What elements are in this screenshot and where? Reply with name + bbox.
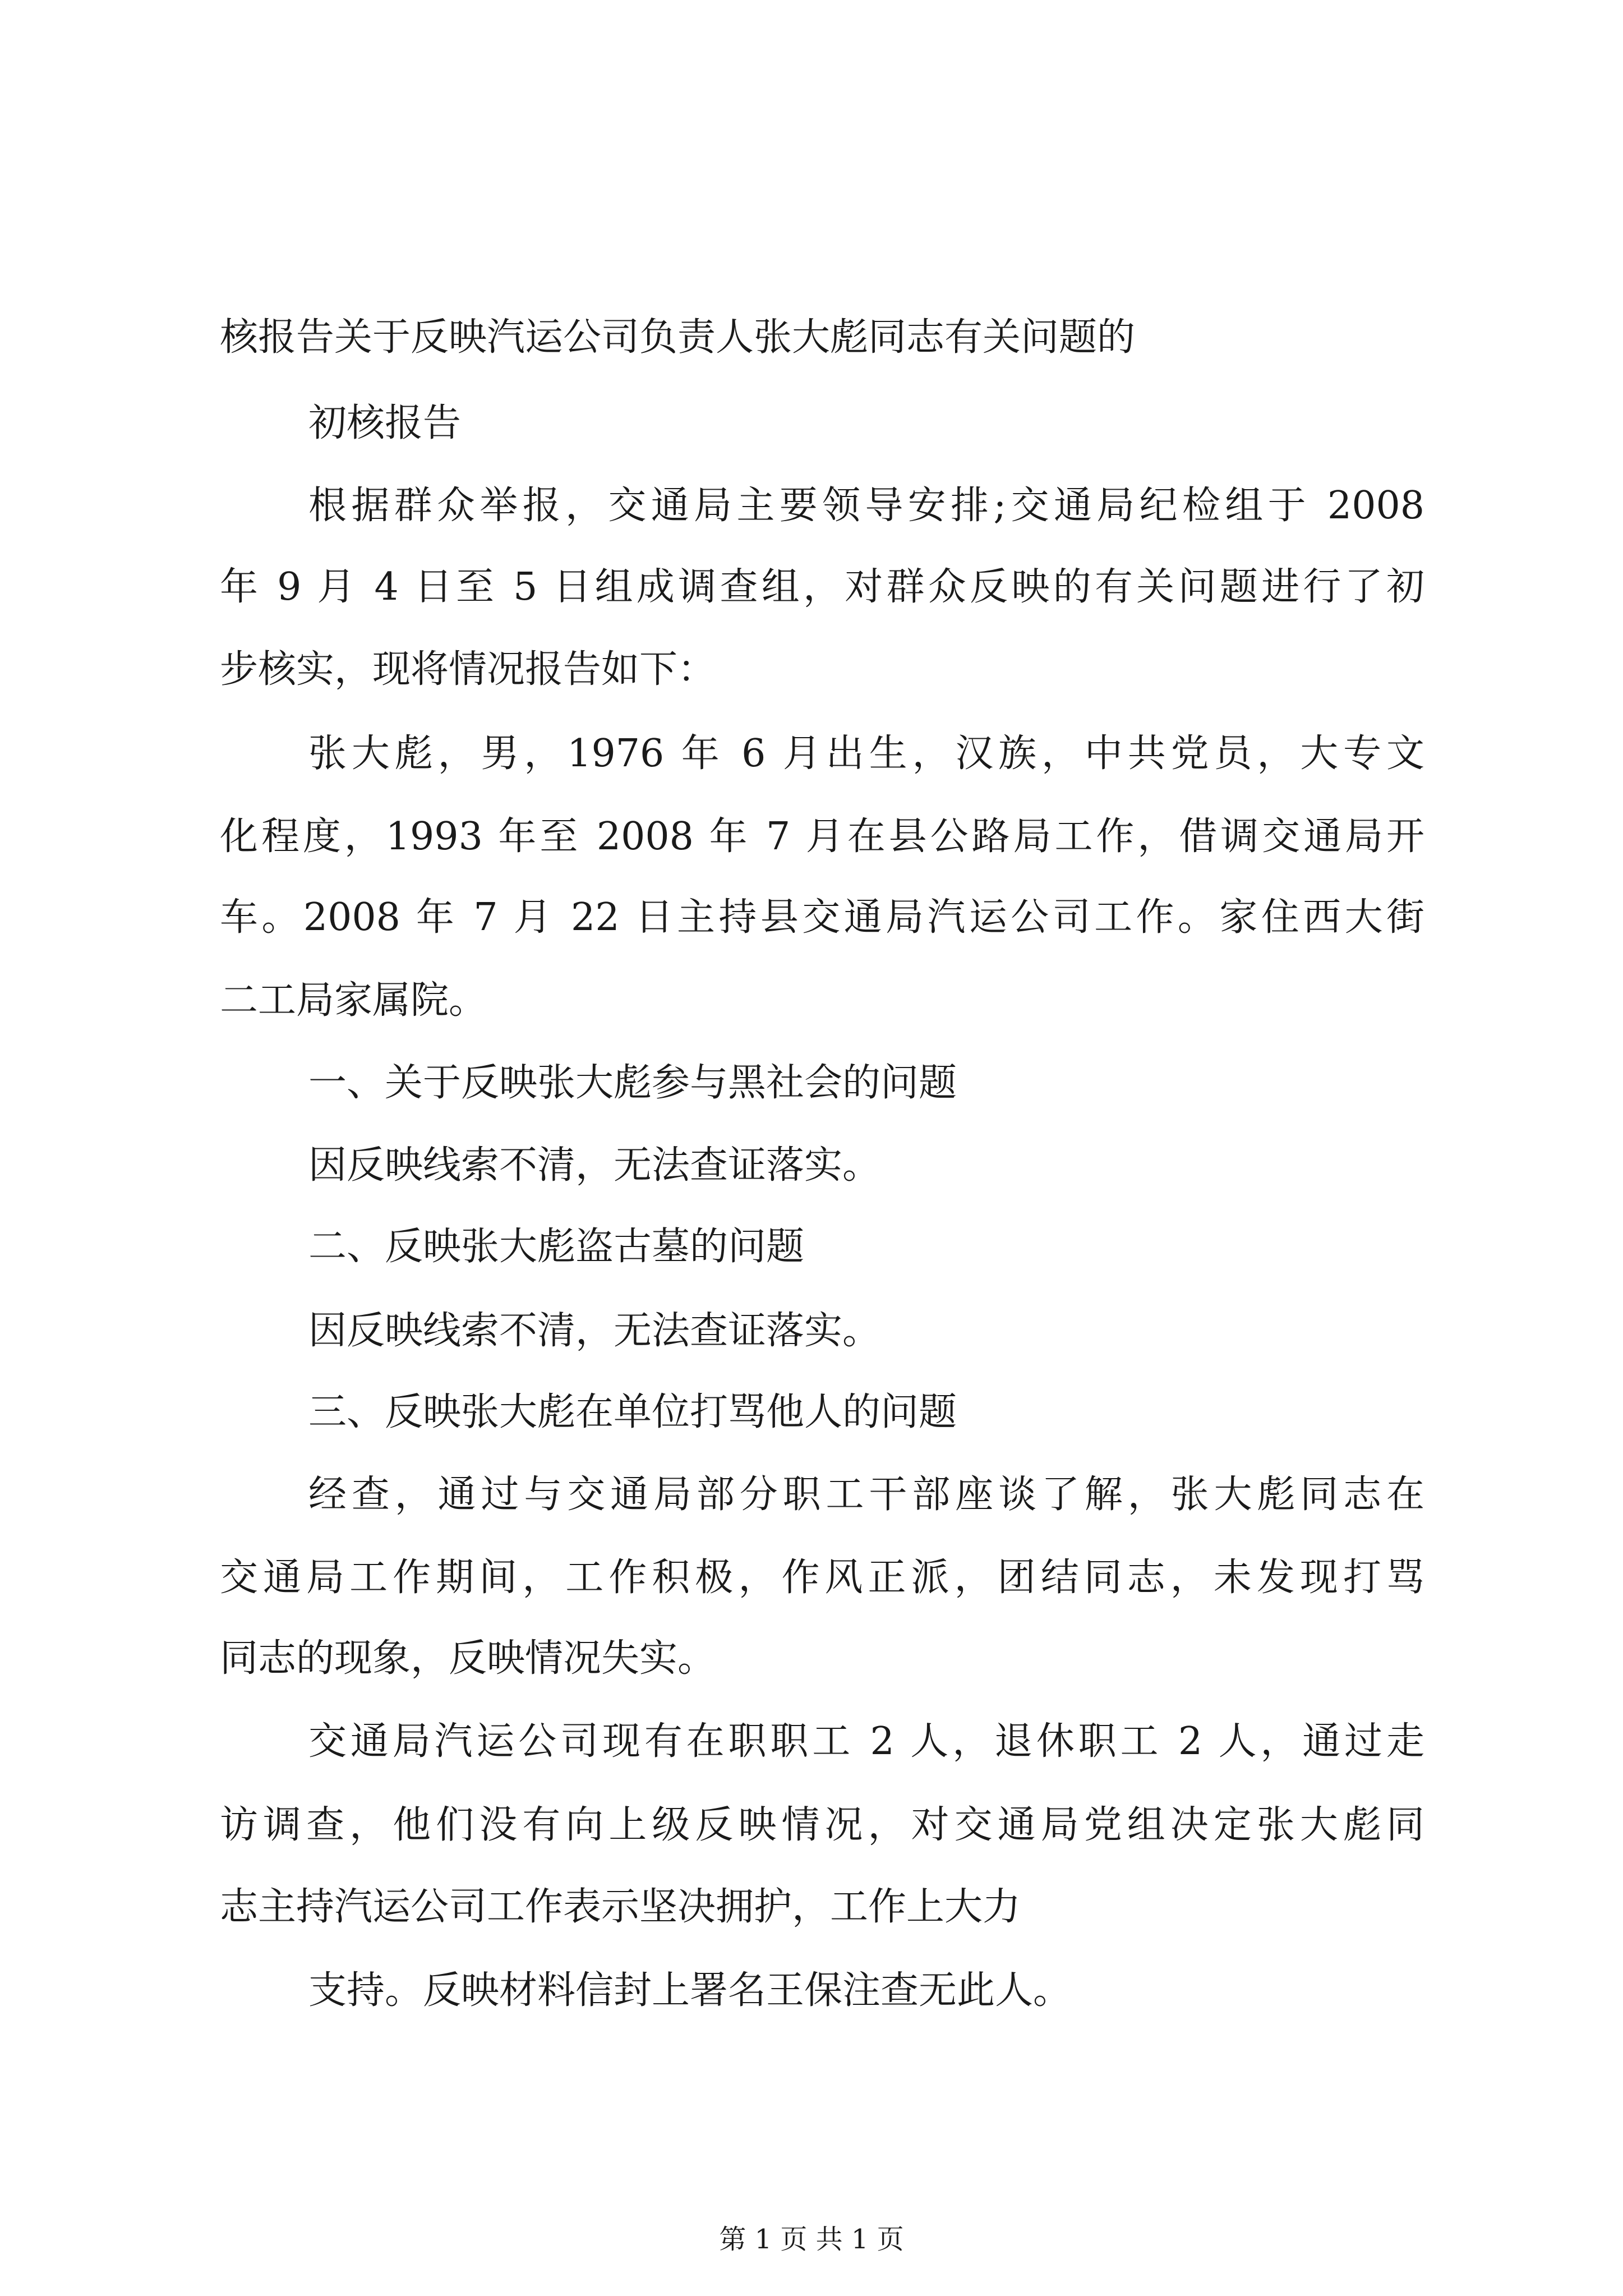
body-line: 步核实，现将情况报告如下： [220,647,716,692]
body-line: 交通局工作期间，工作积极，作风正派，团结同志，未发现打骂 [220,1556,1424,1600]
body-line: 因反映线索不清，无法查证落实。 [308,1309,881,1353]
body-line: 交通局汽运公司现有在职职工 2 人，退休职工 2 人，通过走 [308,1719,1424,1764]
doc-title: 初核报告 [308,401,462,445]
body-line: 支持。反映材料信封上署名王保注查无此人。 [308,1968,1072,2013]
section-heading-2: 二、反映张大彪盗古墓的问题 [308,1225,805,1269]
section-heading-3: 三、反映张大彪在单位打骂他人的问题 [308,1390,957,1434]
body-line: 经查，通过与交通局部分职工干部座谈了解，张大彪同志在 [308,1473,1424,1517]
body-line: 二工局家属院。 [220,978,487,1023]
body-line: 志主持汽运公司工作表示坚决拥护，工作上大力 [220,1885,1021,1929]
body-line: 张大彪，男，1976 年 6 月出生，汉族，中共党员，大专文 [308,731,1424,776]
body-line: 化程度，1993 年至 2008 年 7 月在县公路局工作，借调交通局开 [220,815,1424,859]
body-line: 车。2008 年 7 月 22 日主持县交通局汽运公司工作。家住西大街 [220,895,1424,940]
body-line: 根据群众举报，交通局主要领导安排;交通局纪检组于 2008 [308,484,1424,528]
section-heading-1: 一、关于反映张大彪参与黑社会的问题 [308,1061,957,1105]
doc-heading-line: 核报告关于反映汽运公司负责人张大彪同志有关问题的 [220,315,1136,360]
page-footer: 第 1 页 共 1 页 [719,2224,904,2255]
body-line: 同志的现象，反映情况失实。 [220,1636,716,1681]
body-line: 访调查，他们没有向上级反映情况，对交通局党组决定张大彪同 [220,1803,1424,1847]
body-line: 年 9 月 4 日至 5 日组成调查组，对群众反映的有关问题进行了初 [220,565,1424,609]
body-line: 因反映线索不清，无法查证落实。 [308,1143,881,1188]
